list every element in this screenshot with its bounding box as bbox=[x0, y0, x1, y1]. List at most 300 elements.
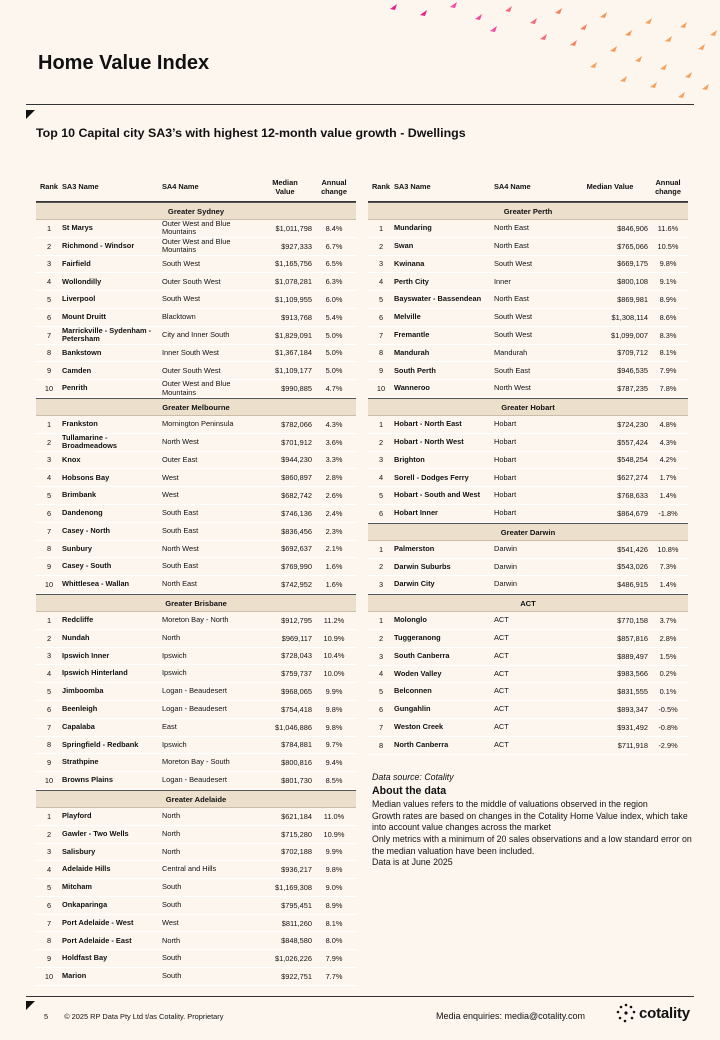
annual-cell: 1.6% bbox=[325, 580, 343, 590]
annual-cell: 0.2% bbox=[659, 669, 677, 679]
annual-cell: 11.2% bbox=[323, 615, 345, 625]
annual-cell: 0.1% bbox=[659, 687, 677, 697]
rank-cell: 6 bbox=[378, 508, 384, 518]
rank-cell: 4 bbox=[378, 473, 384, 483]
table-row bbox=[36, 701, 356, 719]
annual-cell: 5.0% bbox=[325, 330, 343, 340]
median-cell: $768,633 bbox=[617, 491, 648, 501]
rank-cell: 1 bbox=[46, 615, 52, 625]
right-table-body bbox=[368, 202, 688, 755]
annual-cell: 6.0% bbox=[325, 295, 343, 305]
median-cell: $486,915 bbox=[617, 580, 648, 590]
table-row bbox=[368, 220, 688, 238]
annual-cell: 10.9% bbox=[323, 633, 345, 643]
rank-cell: 10 bbox=[44, 580, 54, 590]
rank-cell: 5 bbox=[46, 491, 52, 501]
sa4-cell: Hobart bbox=[494, 454, 517, 464]
sa4-cell: North bbox=[162, 632, 181, 642]
annual-cell: -0.5% bbox=[658, 705, 678, 715]
sa3-cell: Darwin City bbox=[394, 579, 435, 589]
median-cell: $1,308,114 bbox=[611, 312, 648, 322]
arrow-shape bbox=[600, 12, 607, 18]
median-cell: $701,912 bbox=[281, 437, 312, 447]
sa3-cell: Weston Creek bbox=[394, 722, 444, 732]
sa3-cell: Tullamarine - Broadmeadows bbox=[62, 432, 118, 451]
table-row bbox=[368, 291, 688, 309]
median-cell: $795,451 bbox=[281, 900, 312, 910]
rank-cell: 6 bbox=[378, 312, 384, 322]
arrow-shape bbox=[645, 18, 652, 24]
annual-cell: 2.8% bbox=[659, 633, 677, 643]
rank-cell: 10 bbox=[44, 971, 54, 981]
median-cell: $1,046,886 bbox=[275, 722, 312, 732]
table-row bbox=[36, 416, 356, 434]
table-row bbox=[36, 362, 356, 380]
median-cell: $627,274 bbox=[617, 473, 648, 483]
annual-cell: 7.9% bbox=[659, 366, 677, 376]
annual-cell: 3.7% bbox=[659, 616, 677, 626]
sa4-cell: West bbox=[162, 472, 179, 482]
sa4-cell: Hobart bbox=[494, 490, 517, 500]
arrow-shape bbox=[530, 18, 537, 24]
median-cell: $1,109,955 bbox=[275, 295, 312, 305]
rank-cell: 8 bbox=[46, 740, 52, 750]
median-cell: $742,952 bbox=[281, 580, 312, 590]
rank-cell: 5 bbox=[378, 295, 384, 305]
rank-cell: 9 bbox=[46, 758, 52, 768]
sa4-cell: Outer West and Blue Mountains bbox=[162, 236, 231, 255]
table-row bbox=[36, 648, 356, 666]
sa3-cell: St Marys bbox=[62, 223, 93, 233]
note-line: Only metrics with a minimum of 20 sales observations and a low standard error on the median valuation have been included. bbox=[372, 833, 692, 856]
sa3-cell: Knox bbox=[62, 454, 81, 464]
sa4-cell: North East bbox=[494, 294, 529, 304]
rank-cell: 2 bbox=[378, 562, 384, 572]
sa4-cell: South bbox=[162, 900, 182, 910]
table-row bbox=[36, 256, 356, 274]
sa4-cell: North West bbox=[494, 383, 531, 393]
median-cell: $1,367,184 bbox=[275, 348, 312, 358]
sa3-cell: Sorell - Dodges Ferry bbox=[394, 472, 469, 482]
median-cell: $800,816 bbox=[281, 758, 312, 768]
col-rank: Rank bbox=[39, 182, 59, 191]
arrow-shape bbox=[505, 6, 512, 12]
arrow-shape bbox=[710, 30, 717, 36]
about-data-title: About the data bbox=[372, 784, 447, 797]
sa3-cell: Fremantle bbox=[394, 329, 430, 339]
annual-cell: -1.8% bbox=[658, 508, 678, 518]
arrow-shape bbox=[475, 14, 482, 20]
table-row bbox=[36, 808, 356, 826]
rank-cell: 4 bbox=[378, 277, 384, 287]
sa4-cell: Outer West and Blue Mountains bbox=[162, 218, 231, 237]
col-sa4: SA4 Name bbox=[162, 182, 199, 191]
data-source: Data source: Cotality bbox=[372, 772, 454, 782]
col-rank: Rank bbox=[371, 182, 391, 191]
sa3-cell: Fairfield bbox=[62, 258, 91, 268]
table-row bbox=[36, 469, 356, 487]
note-line: Growth rates are based on changes in the Cotality Home Value index, which take into account value changes across the market bbox=[372, 810, 688, 833]
median-cell: $709,712 bbox=[617, 348, 648, 358]
sa4-cell: North West bbox=[162, 543, 199, 553]
rank-cell: 7 bbox=[46, 918, 52, 928]
arrow-shape bbox=[590, 62, 597, 68]
sa4-cell: Outer South West bbox=[162, 365, 221, 375]
arrow-shape bbox=[685, 72, 692, 78]
about-data-notes bbox=[372, 772, 692, 869]
table-row bbox=[368, 273, 688, 291]
median-cell: $889,497 bbox=[617, 651, 648, 661]
annual-cell: 9.0% bbox=[325, 882, 343, 892]
median-cell: $860,897 bbox=[281, 473, 312, 483]
annual-cell: 3.3% bbox=[325, 455, 343, 465]
sa3-cell: Springfield - Redbank bbox=[62, 739, 139, 749]
table-row bbox=[368, 541, 688, 559]
annual-cell: 10.5% bbox=[657, 241, 679, 251]
table-row bbox=[368, 701, 688, 719]
sa3-cell: Whittlesea - Wallan bbox=[62, 579, 130, 589]
sa3-cell: Hobart Inner bbox=[394, 508, 438, 518]
sa3-cell: Onkaparinga bbox=[62, 900, 108, 910]
median-cell: $931,492 bbox=[617, 722, 648, 732]
rank-cell: 1 bbox=[46, 223, 52, 233]
sa3-cell: Salisbury bbox=[62, 846, 96, 856]
sa4-cell: Logan - Beaudesert bbox=[162, 775, 227, 785]
cotality-logo-icon bbox=[616, 1003, 636, 1023]
median-cell: $557,424 bbox=[617, 437, 648, 447]
annual-cell: 1.4% bbox=[659, 491, 677, 501]
table-row bbox=[368, 238, 688, 256]
arrow-shape bbox=[450, 2, 457, 8]
rank-cell: 5 bbox=[378, 491, 384, 501]
median-cell: $1,011,798 bbox=[275, 223, 312, 233]
table-row bbox=[36, 541, 356, 559]
rank-cell: 4 bbox=[46, 865, 52, 875]
sa3-cell: Richmond - Windsor bbox=[62, 240, 135, 250]
sa3-cell: Strathpine bbox=[62, 757, 99, 767]
median-cell: $715,280 bbox=[281, 829, 312, 839]
sa4-cell: Mornington Peninsula bbox=[162, 419, 234, 429]
annual-cell: 8.1% bbox=[659, 348, 677, 358]
table-row bbox=[368, 362, 688, 380]
annual-cell: 10.0% bbox=[323, 669, 345, 679]
arrow-shape bbox=[702, 84, 709, 90]
arrow-shape bbox=[650, 82, 657, 88]
annual-cell: 7.3% bbox=[659, 562, 677, 572]
sa3-cell: Marrickville - Sydenham - Petersham bbox=[62, 325, 152, 344]
sa3-cell: Penrith bbox=[62, 383, 88, 393]
median-cell: $1,026,226 bbox=[275, 954, 312, 964]
sa4-cell: South East bbox=[162, 525, 199, 535]
sa4-cell: South East bbox=[162, 561, 199, 571]
table-row bbox=[36, 327, 356, 345]
median-cell: $765,066 bbox=[617, 241, 648, 251]
median-cell: $669,175 bbox=[617, 259, 648, 269]
sa4-cell: West bbox=[162, 490, 179, 500]
arrow-shape bbox=[420, 10, 427, 16]
table-row bbox=[368, 469, 688, 487]
table-row bbox=[36, 950, 356, 968]
sa3-cell: Darwin Suburbs bbox=[394, 561, 451, 571]
sa4-cell: South West bbox=[494, 258, 533, 268]
sa4-cell: Mandurah bbox=[494, 347, 528, 357]
annual-cell: 4.3% bbox=[659, 437, 677, 447]
right-table-header bbox=[368, 172, 688, 202]
annual-cell: 7.7% bbox=[325, 971, 343, 981]
median-cell: $543,026 bbox=[617, 562, 648, 572]
median-cell: $983,566 bbox=[617, 669, 648, 679]
annual-cell: 3.6% bbox=[325, 437, 343, 447]
rank-cell: 4 bbox=[46, 277, 52, 287]
sa3-cell: Casey - North bbox=[62, 525, 111, 535]
sa4-cell: North bbox=[162, 828, 181, 838]
sa3-cell: North Canberra bbox=[394, 739, 449, 749]
median-cell: $912,795 bbox=[281, 615, 312, 625]
annual-cell: 8.9% bbox=[325, 900, 343, 910]
table-row bbox=[36, 737, 356, 755]
table-row bbox=[36, 897, 356, 915]
sa3-cell: Ipswich Inner bbox=[62, 650, 110, 660]
sa3-cell: Wanneroo bbox=[394, 383, 430, 393]
annual-cell: 4.7% bbox=[325, 384, 343, 394]
sa3-cell: Swan bbox=[394, 240, 414, 250]
note-line: Data is at June 2025 bbox=[372, 857, 453, 868]
sa4-cell: ACT bbox=[494, 722, 509, 732]
table-row bbox=[368, 505, 688, 523]
annual-cell: 1.4% bbox=[659, 580, 677, 590]
rank-cell: 9 bbox=[378, 366, 384, 376]
median-cell: $936,217 bbox=[281, 865, 312, 875]
annual-cell: 6.7% bbox=[325, 241, 343, 251]
sa4-cell: Darwin bbox=[494, 561, 517, 571]
table-row bbox=[368, 452, 688, 470]
group-header: Greater Sydney bbox=[36, 202, 356, 220]
rank-cell: 4 bbox=[378, 669, 384, 679]
annual-cell: 8.6% bbox=[659, 312, 677, 322]
median-cell: $782,066 bbox=[281, 419, 312, 429]
sa3-cell: Tuggeranong bbox=[394, 633, 441, 643]
rank-cell: 2 bbox=[46, 241, 52, 251]
median-cell: $769,990 bbox=[281, 562, 312, 572]
sa3-cell: Sunbury bbox=[62, 543, 92, 553]
median-cell: $787,235 bbox=[617, 384, 648, 394]
sa3-cell: Liverpool bbox=[62, 294, 96, 304]
rank-cell: 10 bbox=[44, 776, 54, 785]
sa3-cell: Perth City bbox=[394, 276, 429, 286]
rank-cell: 4 bbox=[46, 473, 52, 483]
table-row bbox=[36, 291, 356, 309]
sa4-cell: East bbox=[162, 721, 177, 731]
table-row bbox=[368, 630, 688, 648]
annual-cell: 4.2% bbox=[659, 455, 677, 465]
decorative-arrows bbox=[380, 0, 720, 100]
group-header: Greater Hobart bbox=[368, 398, 688, 416]
median-cell: $541,426 bbox=[617, 544, 648, 554]
annual-cell: -2.9% bbox=[658, 740, 678, 750]
rank-cell: 6 bbox=[46, 704, 52, 714]
rank-cell: 8 bbox=[378, 740, 384, 750]
sa3-cell: Beenleigh bbox=[62, 704, 98, 714]
sa3-cell: Redcliffe bbox=[62, 615, 94, 625]
annual-cell: 5.4% bbox=[325, 312, 343, 322]
median-cell: $946,535 bbox=[617, 366, 648, 376]
sa4-cell: Inner South West bbox=[162, 347, 219, 357]
col-sa3: SA3 Name bbox=[394, 182, 431, 191]
median-cell: $692,637 bbox=[281, 544, 312, 554]
sa4-cell: North East bbox=[162, 579, 197, 589]
sa4-cell: Hobart bbox=[494, 419, 517, 429]
sa4-cell: South East bbox=[162, 508, 199, 518]
sa4-cell: South East bbox=[494, 365, 531, 375]
sa4-cell: Ipswich bbox=[162, 650, 187, 660]
median-cell: $857,816 bbox=[617, 633, 648, 643]
rank-cell: 5 bbox=[46, 687, 52, 697]
sa3-cell: Wollondilly bbox=[62, 276, 102, 286]
median-cell: $811,260 bbox=[281, 918, 312, 928]
rank-cell: 6 bbox=[46, 508, 52, 518]
sa4-cell: Blacktown bbox=[162, 312, 196, 322]
sa3-cell: Mount Druitt bbox=[62, 312, 106, 322]
rank-cell: 10 bbox=[376, 384, 386, 394]
median-cell: $1,078,281 bbox=[275, 277, 312, 287]
table-row bbox=[368, 719, 688, 737]
sa4-cell: Central and Hills bbox=[162, 864, 217, 874]
sa4-cell: North bbox=[162, 811, 181, 821]
group-header: Greater Adelaide bbox=[36, 790, 356, 808]
sa3-cell: Hobart - South and West bbox=[394, 490, 481, 500]
annual-cell: 10.9% bbox=[323, 829, 345, 839]
arrow-shape bbox=[678, 92, 685, 98]
annual-cell: 9.9% bbox=[325, 847, 343, 857]
table-row bbox=[368, 487, 688, 505]
rank-cell: 3 bbox=[46, 847, 52, 857]
sa4-cell: North West bbox=[162, 436, 199, 446]
rank-cell: 8 bbox=[46, 544, 52, 554]
sa3-cell: Mundaring bbox=[394, 223, 432, 233]
footer-left bbox=[44, 1012, 237, 1021]
rank-cell: 1 bbox=[378, 544, 384, 554]
left-table bbox=[36, 172, 356, 986]
table-row bbox=[36, 826, 356, 844]
rank-cell: 9 bbox=[46, 562, 52, 572]
annual-cell: 2.3% bbox=[325, 526, 343, 536]
rank-cell: 6 bbox=[46, 312, 52, 322]
sa3-cell: Frankston bbox=[62, 419, 98, 429]
median-cell: $759,737 bbox=[281, 669, 312, 679]
arrow-shape bbox=[620, 76, 627, 82]
table-row bbox=[36, 309, 356, 327]
table-row bbox=[368, 683, 688, 701]
annual-cell: 4.3% bbox=[325, 419, 343, 429]
table-row bbox=[368, 380, 688, 398]
logo-wordmark: cotality bbox=[639, 1004, 690, 1022]
arrow-shape bbox=[610, 46, 617, 52]
sa3-cell: Brighton bbox=[394, 454, 425, 464]
sa4-cell: ACT bbox=[494, 633, 509, 643]
table-row bbox=[368, 559, 688, 577]
table-row bbox=[36, 968, 356, 986]
sa3-cell: Brimbank bbox=[62, 490, 97, 500]
table-row bbox=[36, 238, 356, 256]
sa4-cell: Darwin bbox=[494, 543, 517, 553]
rank-cell: 5 bbox=[46, 882, 52, 892]
rank-cell: 9 bbox=[46, 366, 52, 376]
annual-cell: 9.8% bbox=[325, 722, 343, 732]
table-row bbox=[36, 754, 356, 772]
sa4-cell: Moreton Bay - South bbox=[162, 757, 230, 767]
annual-cell: 11.0% bbox=[323, 811, 345, 821]
sa3-cell: South Canberra bbox=[394, 650, 450, 660]
sa3-cell: Hobart - North West bbox=[394, 436, 464, 446]
rank-cell: 3 bbox=[46, 259, 52, 269]
table-row bbox=[368, 345, 688, 363]
median-cell: $913,768 bbox=[281, 312, 312, 322]
median-cell: $848,580 bbox=[281, 936, 312, 946]
sa3-cell: Port Adelaide - West bbox=[62, 917, 134, 927]
table-row bbox=[36, 932, 356, 950]
table-row bbox=[36, 719, 356, 737]
annual-cell: -0.8% bbox=[658, 722, 678, 732]
median-cell: $846,906 bbox=[617, 223, 648, 233]
sa4-cell: South bbox=[162, 882, 182, 892]
group-header: Greater Perth bbox=[368, 202, 688, 220]
annual-cell: 7.8% bbox=[659, 384, 677, 394]
table-row bbox=[368, 309, 688, 327]
sa3-cell: Kwinana bbox=[394, 258, 425, 268]
annual-cell: 9.8% bbox=[659, 259, 677, 269]
median-cell: $1,169,308 bbox=[275, 882, 312, 892]
sa4-cell: Ipswich bbox=[162, 668, 187, 678]
median-cell: $831,555 bbox=[617, 687, 648, 697]
rank-cell: 7 bbox=[378, 330, 384, 340]
corner-marker-icon bbox=[26, 110, 35, 119]
media-enquiries: Media enquiries: media@cotality.com bbox=[436, 1011, 586, 1021]
rank-cell: 1 bbox=[378, 616, 384, 626]
table-row bbox=[368, 737, 688, 755]
rank-cell: 3 bbox=[378, 455, 384, 465]
median-cell: $893,347 bbox=[617, 705, 648, 715]
col-median: Median Value bbox=[272, 177, 298, 196]
rank-cell: 7 bbox=[46, 330, 52, 340]
annual-cell: 9.9% bbox=[325, 687, 343, 697]
annual-cell: 8.1% bbox=[325, 918, 343, 928]
rank-cell: 3 bbox=[378, 651, 384, 661]
rank-cell: 2 bbox=[378, 633, 384, 643]
sa4-cell: Logan - Beaudesert bbox=[162, 686, 227, 696]
table-row bbox=[36, 434, 356, 452]
sa3-cell: Belconnen bbox=[394, 686, 432, 696]
col-sa4: SA4 Name bbox=[494, 182, 531, 191]
rank-cell: 3 bbox=[46, 455, 52, 465]
table-row bbox=[36, 505, 356, 523]
sa4-cell: ACT bbox=[494, 615, 509, 625]
annual-cell: 2.8% bbox=[325, 473, 343, 483]
arrow-shape bbox=[580, 24, 587, 30]
page-number: 5 bbox=[44, 1012, 49, 1021]
sa3-cell: Melville bbox=[394, 312, 421, 322]
col-annual: Annual change bbox=[321, 177, 347, 196]
median-cell: $944,230 bbox=[281, 455, 312, 465]
sa3-cell: Mandurah bbox=[394, 347, 430, 357]
rank-cell: 10 bbox=[44, 384, 54, 394]
rank-cell: 9 bbox=[46, 954, 52, 964]
rank-cell: 8 bbox=[378, 348, 384, 358]
table-row bbox=[368, 612, 688, 630]
arrow-shape bbox=[625, 30, 632, 36]
sa3-cell: Marion bbox=[62, 971, 87, 981]
rank-cell: 3 bbox=[378, 259, 384, 269]
rank-cell: 7 bbox=[46, 722, 52, 732]
